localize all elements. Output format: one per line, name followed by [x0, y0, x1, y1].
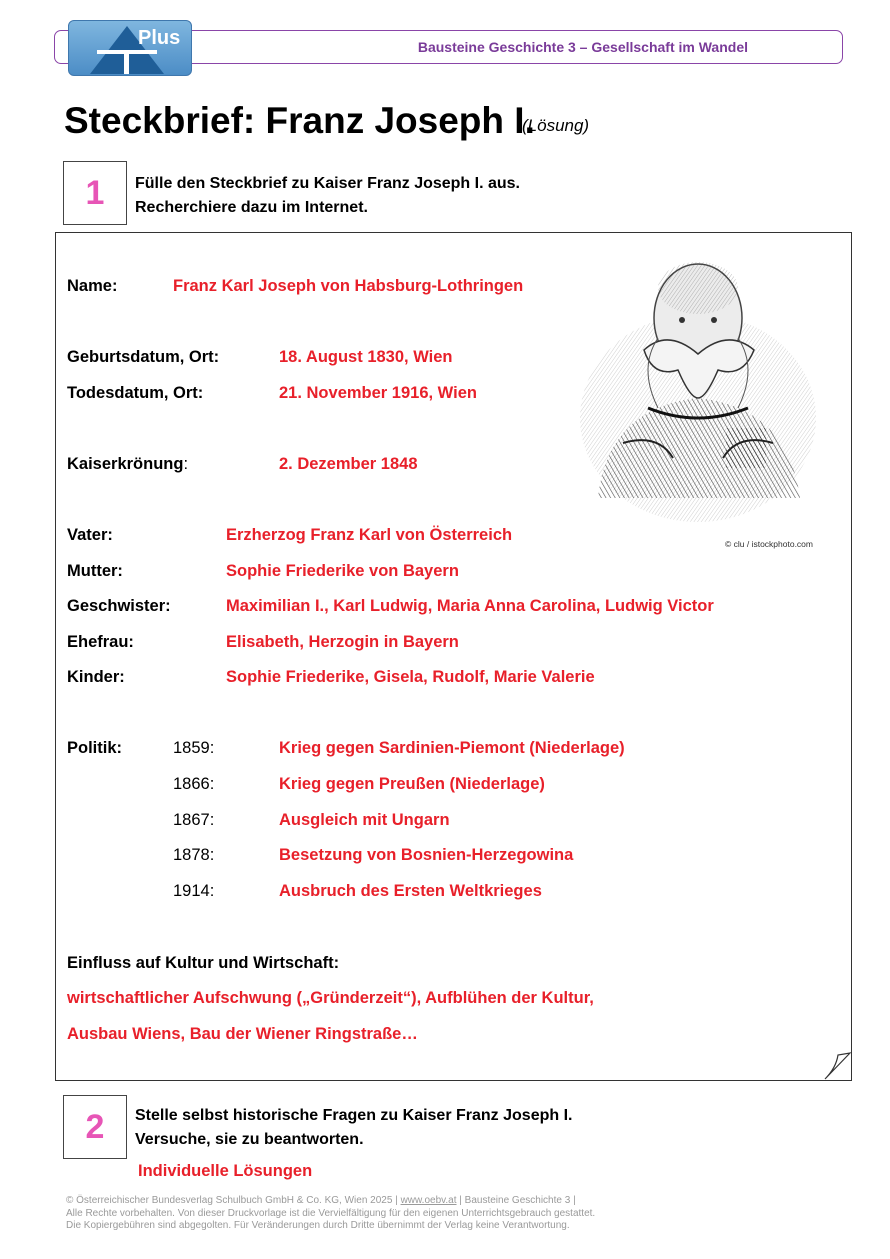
page-title: Steckbrief: Franz Joseph I.	[64, 100, 535, 141]
coronation-label-text: Kaiserkrönung	[67, 455, 184, 473]
task-instruction	[135, 1104, 572, 1152]
politics-year: 1859:	[173, 739, 215, 757]
photo-credit: © clu / istockphoto.com	[725, 539, 813, 549]
politics-year: 1878:	[173, 846, 215, 864]
name-label: Name:	[67, 277, 118, 295]
logo-text: Plus	[138, 27, 181, 49]
footer	[66, 1195, 595, 1233]
politics-event: Krieg gegen Preußen (Niederlage)	[279, 775, 545, 793]
politics-label: Politik:	[67, 739, 123, 757]
task-number-box	[63, 1095, 127, 1159]
children-label: Kinder:	[67, 668, 125, 686]
coronation-label-colon: :	[183, 455, 189, 473]
death-label: Todesdatum, Ort:	[67, 384, 204, 402]
politics-year: 1914:	[173, 882, 215, 900]
politics-event: Ausgleich mit Ungarn	[279, 811, 450, 829]
task-instruction-line: Versuche, sie zu beantworten.	[135, 1131, 364, 1148]
name-value: Franz Karl Joseph von Habsburg-Lothringen	[173, 277, 524, 295]
politics-event: Besetzung von Bosnien-Herzegowina	[279, 846, 574, 864]
page-curl-icon	[822, 1052, 852, 1082]
mother-label: Mutter:	[67, 562, 123, 580]
coronation-value: 2. Dezember 1848	[279, 455, 418, 473]
task-instruction	[135, 172, 520, 220]
footer-line: Die Kopiergebühren sind abgegolten. Für Veränderungen durch Dritte übernimmt der Verlag keine Verantwortung.	[66, 1220, 570, 1231]
task-number-box	[63, 161, 127, 225]
father-value: Erzherzog Franz Karl von Österreich	[226, 526, 513, 544]
birth-value: 18. August 1830, Wien	[279, 348, 453, 366]
series-title: Bausteine Geschichte 3 – Gesellschaft im Wandel	[417, 39, 748, 55]
task-number: 1	[85, 173, 105, 212]
task-answer: Individuelle Lösungen	[138, 1162, 313, 1180]
mother-value: Sophie Friederike von Bayern	[226, 562, 459, 580]
task-instruction-line: Recherchiere dazu im Internet.	[135, 199, 368, 216]
footer-line: Alle Rechte vorbehalten. Von dieser Druckvorlage ist die Vervielfältigung für den eigenen Unterrichtsgebrauch gestattet.	[66, 1207, 596, 1219]
siblings-label: Geschwister:	[67, 597, 171, 615]
death-value: 21. November 1916, Wien	[279, 384, 477, 402]
children-value: Sophie Friederike, Gisela, Rudolf, Marie Valerie	[226, 668, 595, 686]
influence-line: Ausbau Wiens, Bau der Wiener Ringstraße…	[67, 1025, 418, 1043]
footer-line	[66, 1195, 595, 1208]
politics-event: Krieg gegen Sardinien-Piemont (Niederlage)	[279, 739, 625, 757]
wife-value: Elisabeth, Herzogin in Bayern	[226, 633, 459, 651]
influence-line: wirtschaftlicher Aufschwung („Gründerzeit“), Aufblühen der Kultur,	[67, 989, 594, 1007]
birth-label: Geburtsdatum, Ort:	[67, 348, 220, 366]
influence-label: Einfluss auf Kultur und Wirtschaft:	[67, 954, 340, 972]
page-subtitle: (Lösung)	[522, 116, 590, 135]
politics-event: Ausbruch des Ersten Weltkrieges	[279, 882, 542, 900]
coronation-label	[67, 455, 188, 474]
father-label: Vater:	[67, 526, 113, 544]
franz-joseph-portrait	[578, 258, 818, 526]
siblings-value: Maximilian I., Karl Ludwig, Maria Anna Carolina, Ludwig Victor	[226, 597, 714, 615]
footer-series: | Bausteine Geschichte 3 |	[456, 1195, 576, 1206]
politics-year: 1866:	[173, 775, 215, 793]
publisher-link[interactable]: www.oebv.at	[400, 1195, 457, 1206]
task-instruction-line: Fülle den Steckbrief zu Kaiser Franz Joseph I. aus.	[135, 175, 520, 192]
wife-label: Ehefrau:	[67, 633, 134, 651]
task-number: 2	[85, 1107, 105, 1146]
footer-copyright: © Österreichischer Bundesverlag Schulbuch GmbH & Co. KG, Wien 2025 |	[66, 1195, 401, 1206]
task-instruction-line: Stelle selbst historische Fragen zu Kaiser Franz Joseph I.	[135, 1107, 573, 1124]
politics-year: 1867:	[173, 811, 215, 829]
